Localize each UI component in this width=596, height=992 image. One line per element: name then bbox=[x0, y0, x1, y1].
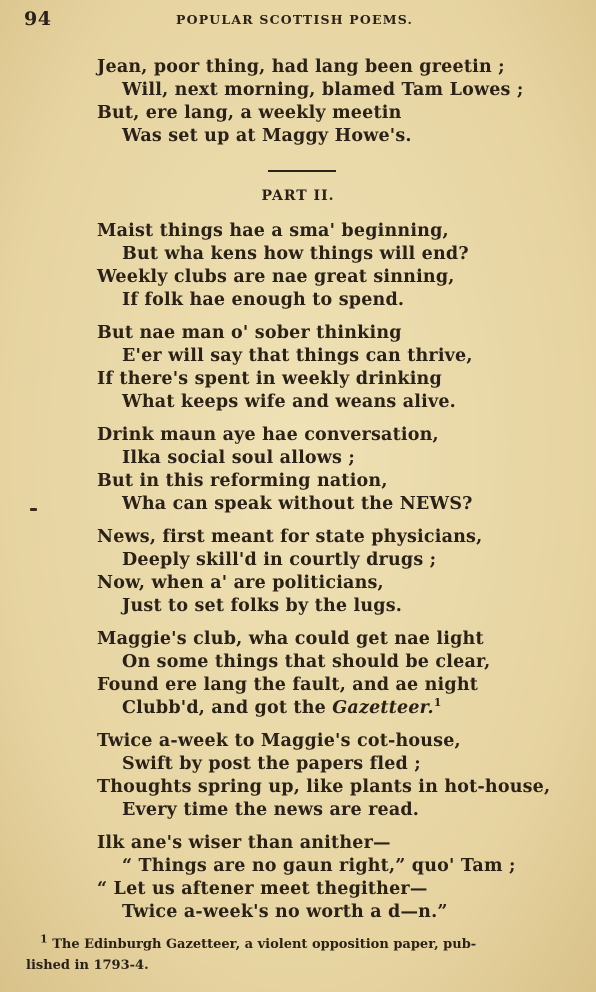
verse-line: Was set up at Maggy Howe's. bbox=[122, 126, 412, 146]
verse-line: On some things that should be clear, bbox=[122, 652, 491, 672]
running-head: POPULAR SCOTTISH POEMS. bbox=[176, 12, 414, 27]
part-heading: PART II. bbox=[261, 188, 335, 204]
section-rule bbox=[268, 170, 336, 172]
page-number: 94 bbox=[24, 8, 52, 30]
verse-line: Every time the news are read. bbox=[122, 800, 420, 820]
verse-line: Drink maun aye hae conversation, bbox=[97, 425, 439, 445]
verse-line: Now, when a' are politicians, bbox=[97, 573, 384, 593]
verse-line: “ Let us aftener meet thegither— bbox=[97, 879, 428, 899]
verse-text: Wha can speak without the bbox=[122, 494, 400, 514]
footnote-line: lished in 1793-4. bbox=[26, 958, 149, 973]
verse-line: What keeps wife and weans alive. bbox=[122, 392, 456, 412]
verse-line: Found ere lang the fault, and ae night bbox=[97, 675, 479, 695]
verse-line: Maist things hae a sma' beginning, bbox=[97, 221, 449, 241]
verse-line: If folk hae enough to spend. bbox=[122, 290, 405, 310]
verse-smallcaps-word: NEWS bbox=[399, 494, 463, 514]
verse-line: If there's spent in weekly drinking bbox=[97, 369, 442, 389]
verse-line: Deeply skill'd in courtly drugs ; bbox=[122, 550, 437, 570]
verse-text: Clubb'd, and got the bbox=[122, 698, 333, 718]
verse-line: Maggie's club, wha could get nae light bbox=[97, 629, 484, 649]
verse-punct: ? bbox=[462, 494, 473, 514]
verse-line: Just to set folks by the lugs. bbox=[122, 596, 403, 616]
verse-line: Will, next morning, blamed Tam Lowes ; bbox=[122, 80, 524, 100]
verse-line: But, ere lang, a weekly meetin bbox=[97, 103, 402, 123]
verse-line: “ Things are no gaun right,” quo' Tam ; bbox=[122, 856, 516, 876]
verse-line bbox=[122, 697, 442, 719]
margin-mark bbox=[30, 508, 37, 511]
verse-italic-word: Gazetteer. bbox=[332, 698, 434, 718]
verse-line: Thoughts spring up, like plants in hot-house, bbox=[97, 777, 551, 797]
verse-line: Weekly clubs are nae great sinning, bbox=[97, 267, 455, 287]
verse-line: Ilk ane's wiser than anither— bbox=[97, 833, 391, 853]
verse-line: Jean, poor thing, had lang been greetin ; bbox=[97, 57, 505, 77]
verse-line: But in this reforming nation, bbox=[97, 471, 388, 491]
footnote-ref: 1 bbox=[433, 696, 442, 710]
verse-line: Swift by post the papers fled ; bbox=[122, 754, 421, 774]
verse-line: Ilka social soul allows ; bbox=[122, 448, 356, 468]
verse-line: Twice a-week's no worth a d—n.” bbox=[122, 902, 448, 922]
verse-line bbox=[122, 493, 473, 515]
footnote-marker: 1 bbox=[40, 932, 48, 946]
verse-line: Twice a-week to Maggie's cot-house, bbox=[97, 731, 461, 751]
verse-line: E'er will say that things can thrive, bbox=[122, 346, 473, 366]
footnote-line bbox=[40, 934, 476, 955]
verse-line: But wha kens how things will end? bbox=[122, 244, 469, 264]
verse-line: News, first meant for state physicians, bbox=[97, 527, 483, 547]
verse-line: But nae man o' sober thinking bbox=[97, 323, 402, 343]
footnote-text: The Edinburgh Gazetteer, a violent opposition paper, pub- bbox=[52, 937, 477, 952]
